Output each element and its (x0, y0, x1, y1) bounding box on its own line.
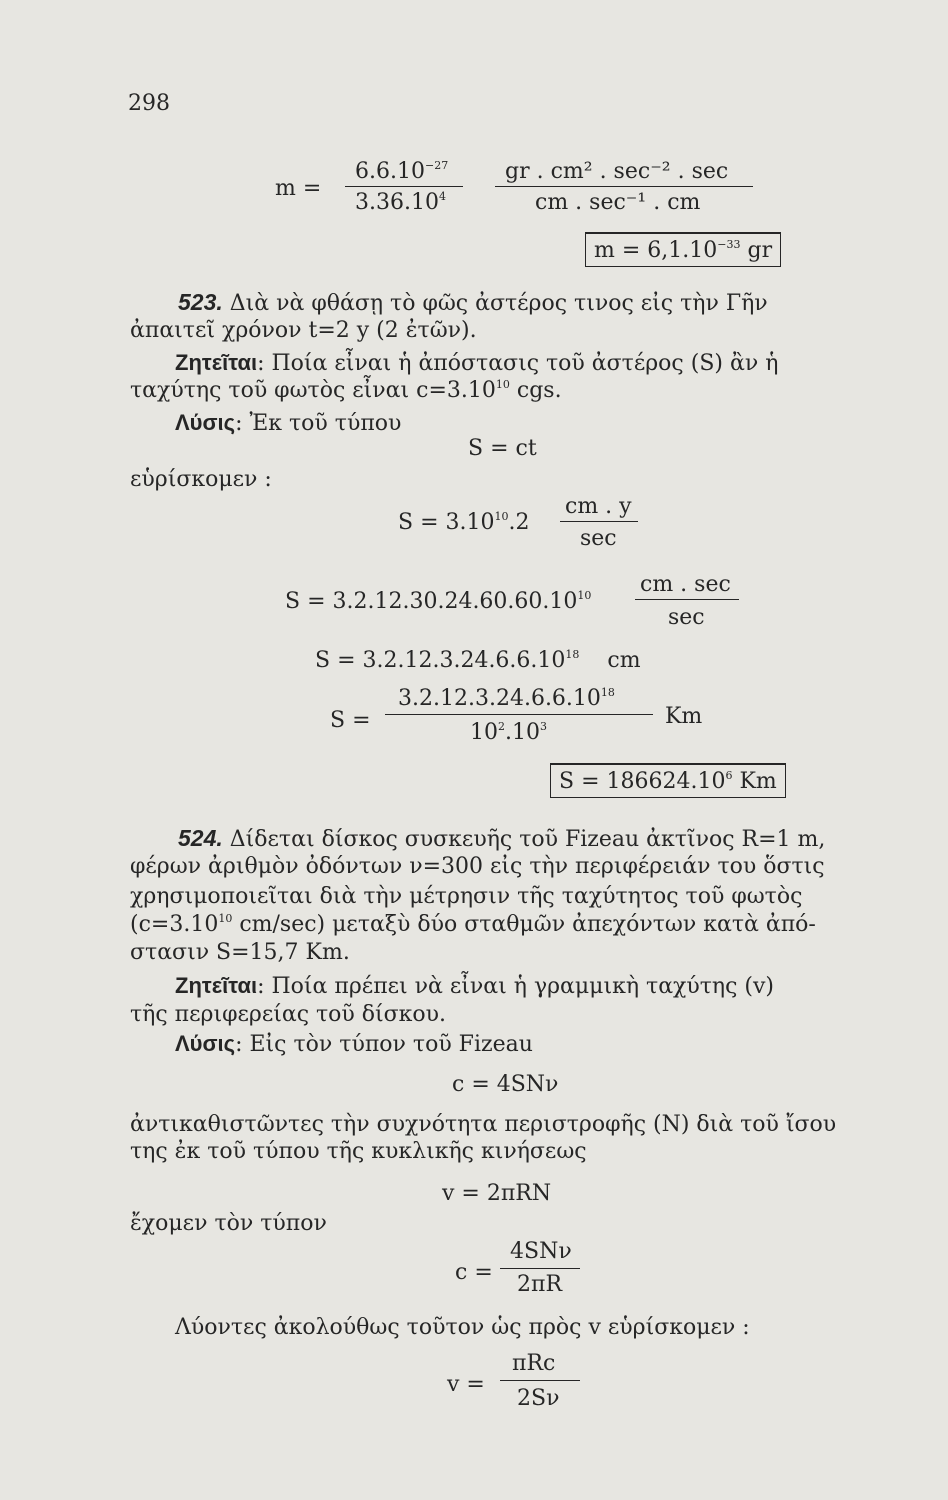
formula-v-2prn: v = 2πRN (442, 1181, 552, 1206)
problem-523-line3: Ζητεῖται: Ποία εἶναι ἡ ἀπόστασις τοῦ ἀστέρος (S) ἂν ἡ (175, 350, 779, 376)
formula-2-lhs: $S = 3.10^{10}.2$ (398, 510, 530, 535)
euriskomen-text: εὑρίσκομεν : (130, 467, 272, 492)
fraction-bar (495, 186, 753, 187)
formula-5-lhs: S = (330, 708, 371, 733)
page-number: 298 (128, 91, 170, 116)
problem-524-line1: 524. Δίδεται δίσκος συσκευῆς τοῦ Fizeau ἀκτῖνος R=1 m, (178, 825, 826, 852)
formula-5-unit: Km (665, 704, 703, 729)
fraction-bar (560, 521, 638, 522)
result-box-s: $S = 186624.10^6$ Km (550, 763, 786, 798)
problem-number: 524. (178, 825, 223, 851)
formula-3-num: 4SNν (510, 1239, 572, 1264)
fraction-bar (345, 186, 463, 187)
formula-3-lhs: $S = 3.2.12.30.24.60.60.10^{10}$ (285, 589, 592, 614)
formula-s-ct: S = ct (468, 436, 537, 461)
problem-524-line5: στασιν S=15,7 Km. (130, 940, 350, 965)
problem-524-line6: Ζητεῖται: Ποία πρέπει νὰ εἶναι ἡ γραμμικὴ ταχύτης (v) (175, 973, 775, 999)
fraction-bar (385, 714, 653, 715)
formula-c-4snv: c = 4SNν (452, 1072, 559, 1097)
fraction-bar (500, 1380, 580, 1381)
formula-5-num: 3.2.12.3.24.6.6.10$^{18}$ (398, 686, 615, 711)
problem-523-line2: ἀπαιτεῖ χρόνον t=2 y (2 ἐτῶν). (130, 318, 477, 343)
problem-524-line2: φέρων ἀριθμὸν ὀδόντων ν=300 εἰς τὴν περιφέρειάν του ὅστις (130, 854, 825, 879)
lysis-label: Λύσις (175, 410, 236, 435)
eq-m-lhs: m = (275, 176, 322, 201)
echomen-text: ἔχομεν τὸν τύπον (130, 1211, 327, 1236)
formula-3-num: cm . sec (640, 572, 731, 597)
formula-4-den: 2Sν (517, 1386, 560, 1411)
problem-524-line9: της ἐκ τοῦ τύπου τῆς κυκλικῆς κινήσεως (130, 1139, 587, 1164)
problem-524-line8: ἀντικαθιστῶντες τὴν συχνότητα περιστροφῆς (N) διὰ τοῦ ἴσου (130, 1112, 837, 1137)
fraction-bar (635, 599, 739, 600)
problem-524-line7: τῆς περιφερείας τοῦ δίσκου. (130, 1002, 447, 1027)
problem-523-line4: ταχύτης τοῦ φωτὸς εἶναι $c=3.10^{10}$ cgs. (130, 378, 562, 403)
formula-3-den: sec (668, 605, 705, 630)
formula-3-lhs: c = (455, 1260, 493, 1285)
zeteitai-label: Ζητεῖται (175, 350, 258, 375)
formula-5-den: $10^2.10^3$ (470, 720, 547, 745)
eq-m-den2: cm . sec⁻¹ . cm (535, 190, 701, 215)
problem-524-line3: χρησιμοποιεῖται διὰ τὴν μέτρησιν τῆς ταχύτητος τοῦ φωτὸς (130, 884, 803, 909)
problem-523-lysis: Λύσις: Ἐκ τοῦ τύπου (175, 410, 402, 436)
eq-m-den1: 3.36.10$^4$ (355, 190, 446, 215)
result-box-m: $m = 6,1.10^{-33}$ gr (585, 232, 781, 267)
problem-524-lysis: Λύσις: Εἰς τὸν τύπον τοῦ Fizeau (175, 1031, 533, 1057)
problem-524-line10: Λύοντες ἀκολούθως τοῦτον ὡς πρὸς v εὑρίσκομεν : (175, 1315, 750, 1340)
problem-523-line1: 523. Διὰ νὰ φθάσῃ τὸ φῶς ἀστέρος τινος εἰς τὴν Γῆν (178, 289, 768, 316)
formula-4-lhs: v = (447, 1372, 485, 1397)
formula-2-num: cm . y (565, 494, 632, 519)
formula-4-num: πRc (512, 1351, 556, 1376)
eq-m-num2: gr . cm² . sec⁻² . sec (505, 159, 729, 184)
formula-3-den: 2πR (517, 1272, 563, 1297)
formula-2-den: sec (580, 526, 617, 551)
zeteitai-label: Ζητεῖται (175, 973, 258, 998)
lysis-label: Λύσις (175, 1031, 236, 1056)
fraction-bar (500, 1268, 580, 1269)
formula-4: $S = 3.2.12.3.24.6.6.10^{18}$ cm (315, 648, 641, 673)
problem-524-line4: ($c=3.10^{10}$ cm/sec) μεταξὺ δύο σταθμῶν ἀπεχόντων κατὰ ἀπό- (130, 912, 816, 937)
problem-number: 523. (178, 289, 223, 315)
eq-m-num1: $6.6.10^{-27}$ (355, 159, 449, 184)
